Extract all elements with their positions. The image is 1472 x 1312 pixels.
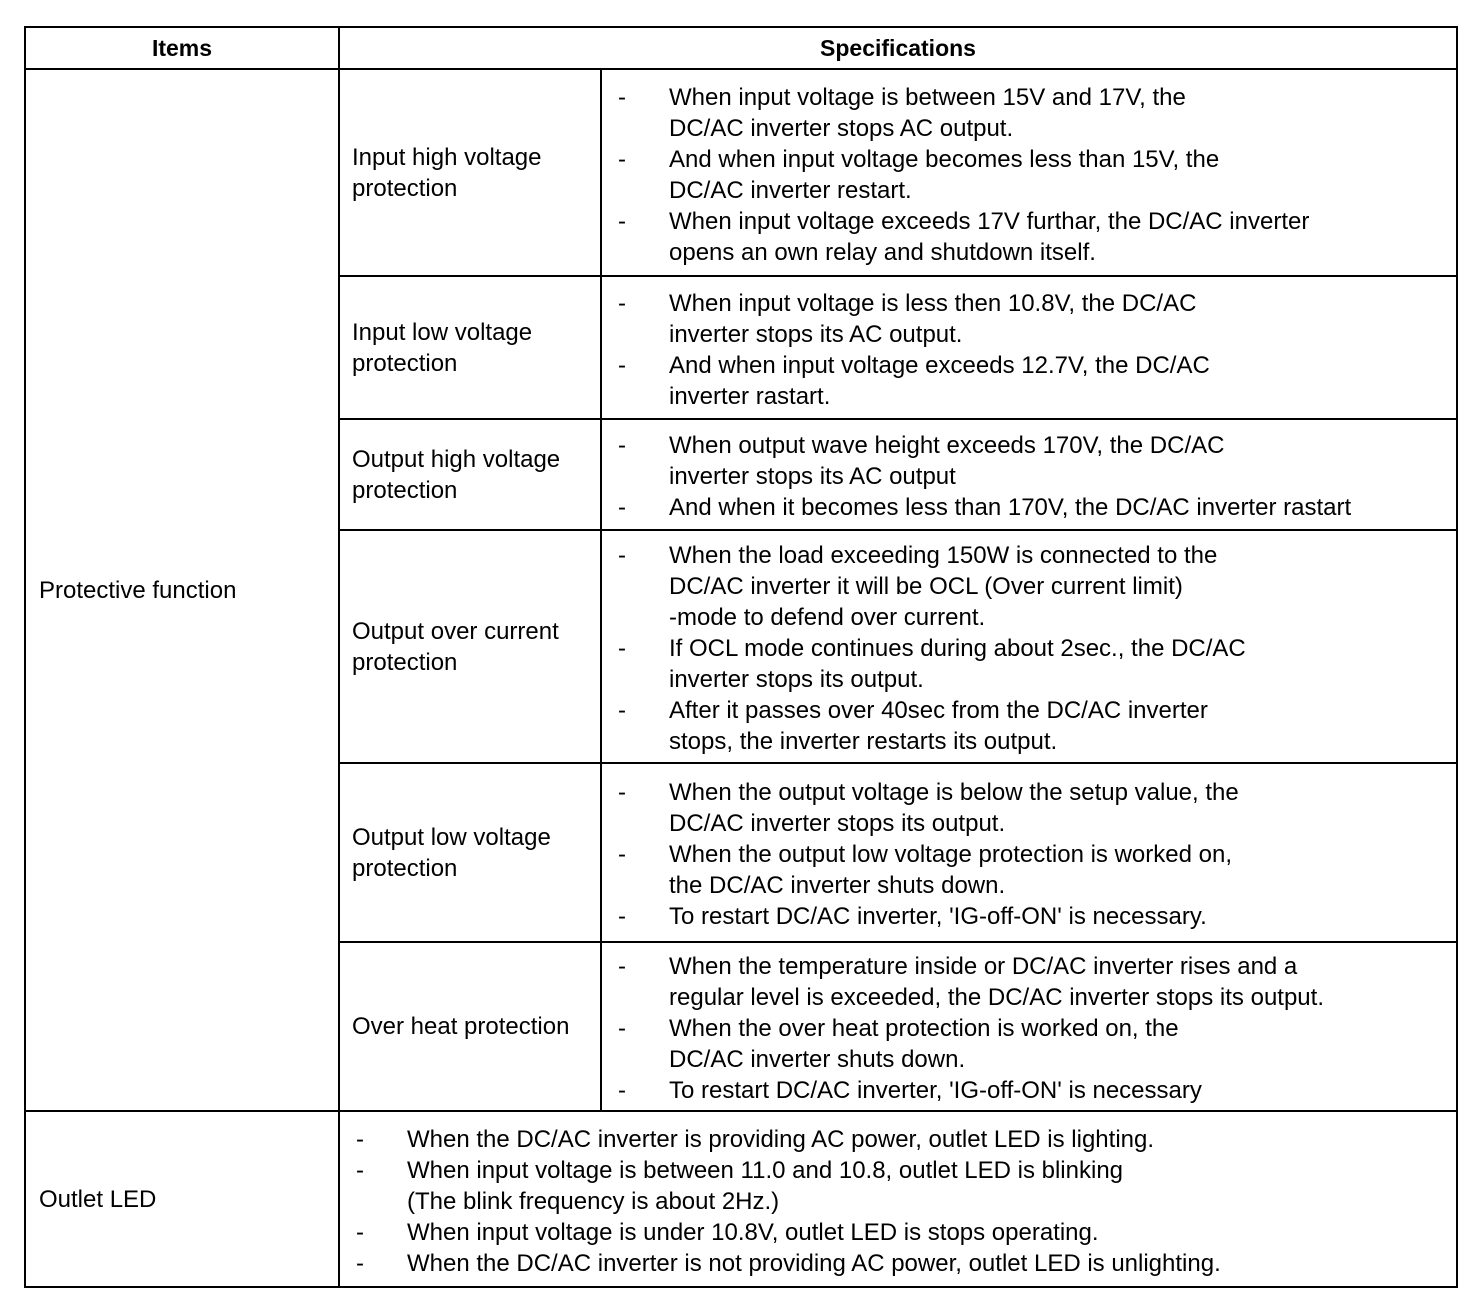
sub-item-label: Output low voltage protection	[339, 763, 601, 942]
bullet-list	[602, 288, 1446, 412]
spec-cell	[601, 419, 1457, 530]
bullet-item: - And when it becomes less than 170V, the DC/AC inverter rastart	[602, 492, 1446, 523]
bullet-list	[602, 777, 1446, 932]
sub-item-label: Output over current protection	[339, 530, 601, 763]
bullet-item: - When the temperature inside or DC/AC inverter rises and a regular level is exceeded, the DC/AC inverter stops its output.	[602, 951, 1446, 1013]
bullet-item: - When input voltage is less then 10.8V, the DC/AC inverter stops its AC output.	[602, 288, 1446, 350]
bullet-item: - And when input voltage exceeds 12.7V, the DC/AC inverter rastart.	[602, 350, 1446, 412]
bullet-item: - When the load exceeding 150W is connected to the DC/AC inverter it will be OCL (Over current limit) -mode to defend over current.	[602, 540, 1446, 633]
bullet-item: - When output wave height exceeds 170V, the DC/AC inverter stops its AC output	[602, 430, 1446, 492]
items-column-header: Items	[25, 27, 339, 69]
bullet-item: - When the DC/AC inverter is providing AC power, outlet LED is lighting.	[340, 1124, 1446, 1155]
bullet-list	[602, 951, 1446, 1106]
bullet-item: - When input voltage is under 10.8V, outlet LED is stops operating.	[340, 1217, 1446, 1248]
sub-item-label: Over heat protection	[339, 942, 601, 1111]
outlet-led-label: Outlet LED	[25, 1111, 339, 1287]
bullet-list	[602, 430, 1446, 523]
spec-cell	[601, 530, 1457, 763]
bullet-item: - And when input voltage becomes less than 15V, the DC/AC inverter restart.	[602, 144, 1446, 206]
spec-cell	[601, 69, 1457, 276]
spec-cell	[339, 1111, 1457, 1287]
bullet-item: - When the DC/AC inverter is not providing AC power, outlet LED is unlighting.	[340, 1248, 1446, 1279]
table-row	[25, 69, 1457, 276]
spec-cell	[601, 942, 1457, 1111]
sub-item-label: Output high voltage protection	[339, 419, 601, 530]
bullet-list	[340, 1124, 1446, 1279]
table-header-row	[25, 27, 1457, 69]
bullet-item: - When input voltage is between 15V and 17V, the DC/AC inverter stops AC output.	[602, 82, 1446, 144]
spec-cell	[601, 276, 1457, 419]
bullet-item: - When the output low voltage protection is worked on, the DC/AC inverter shuts down.	[602, 839, 1446, 901]
sub-item-label: Input low voltage protection	[339, 276, 601, 419]
bullet-list	[602, 540, 1446, 757]
bullet-item: - After it passes over 40sec from the DC/AC inverter stops, the inverter restarts its output.	[602, 695, 1446, 757]
bullet-item: - When the over heat protection is worked on, the DC/AC inverter shuts down.	[602, 1013, 1446, 1075]
specifications-column-header: Specifications	[339, 27, 1457, 69]
bullet-item: - If OCL mode continues during about 2sec., the DC/AC inverter stops its output.	[602, 633, 1446, 695]
spec-cell	[601, 763, 1457, 942]
sub-item-label: Input high voltage protection	[339, 69, 601, 276]
protective-function-label: Protective function	[25, 69, 339, 1111]
table-row	[25, 1111, 1457, 1287]
bullet-item: - To restart DC/AC inverter, 'IG-off-ON' is necessary.	[602, 901, 1446, 932]
bullet-item: - When input voltage is between 11.0 and 10.8, outlet LED is blinking (The blink frequency is about 2Hz.)	[340, 1155, 1446, 1217]
bullet-item: - When input voltage exceeds 17V furthar, the DC/AC inverter opens an own relay and shutdown itself.	[602, 206, 1446, 268]
bullet-item: - When the output voltage is below the setup value, the DC/AC inverter stops its output.	[602, 777, 1446, 839]
specifications-table	[24, 26, 1458, 1288]
bullet-list	[602, 82, 1446, 268]
bullet-item: - To restart DC/AC inverter, 'IG-off-ON' is necessary	[602, 1075, 1446, 1106]
